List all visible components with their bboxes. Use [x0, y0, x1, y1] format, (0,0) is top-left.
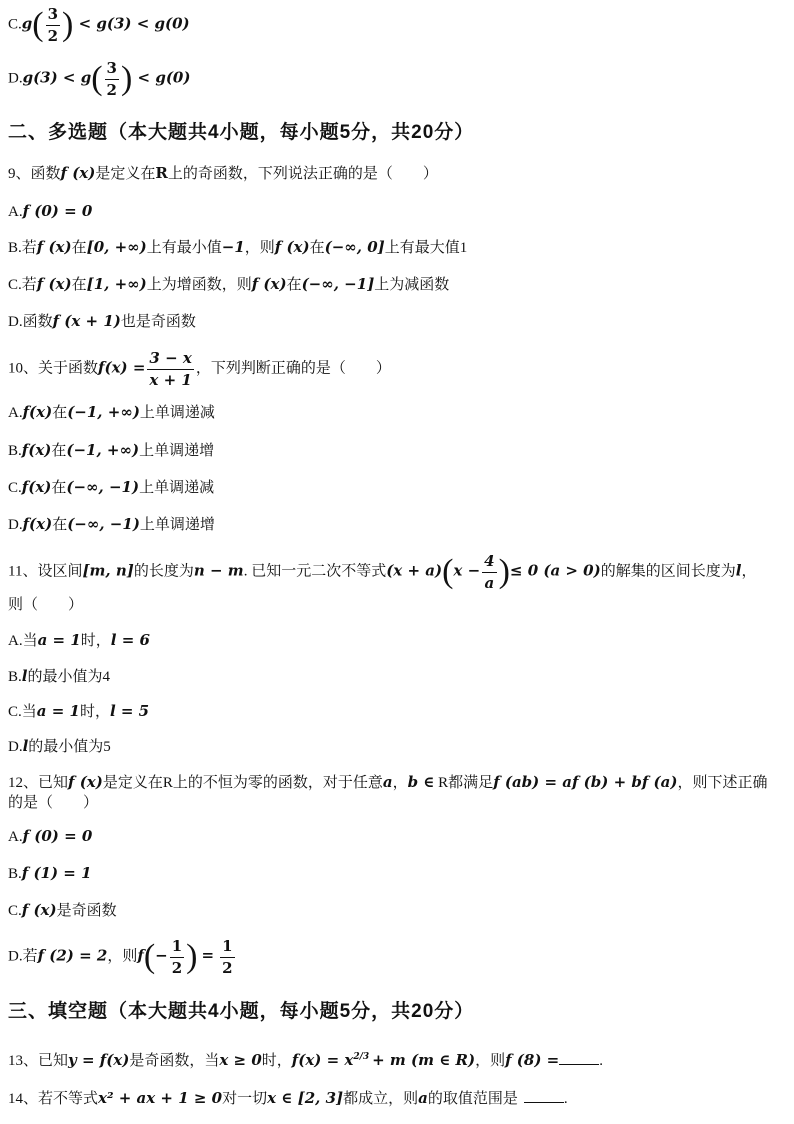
q8-option-c: [8, 6, 190, 44]
math: x ∈ [2, 3]: [267, 1089, 344, 1107]
q10-option-a: [8, 405, 215, 421]
math: f (0) = 0: [22, 827, 93, 845]
text: 时，: [80, 633, 111, 649]
paren-left: (: [32, 6, 44, 43]
math: f (x): [36, 275, 72, 293]
math: n − m: [193, 561, 244, 580]
math: R: [155, 164, 168, 182]
text: 是奇函数，当: [129, 1053, 220, 1069]
math: [1, +∞): [86, 275, 147, 293]
text: 在: [71, 240, 87, 256]
paren-right: ): [186, 938, 198, 975]
paren-right: ): [498, 553, 510, 590]
text: 的长度为: [133, 563, 194, 580]
q10-option-d: [8, 517, 215, 533]
fraction: [46, 6, 60, 44]
fraction-numerator: 3 − x: [147, 350, 193, 370]
fraction: [105, 60, 119, 98]
text: 10、关于函数: [8, 360, 99, 377]
text: 上为减函数: [374, 277, 450, 293]
fraction: [482, 553, 496, 591]
math: f (x): [36, 238, 72, 256]
math-expression: < g(0): [132, 68, 191, 87]
q12-stem: [8, 775, 767, 791]
q10-option-c: [8, 480, 214, 496]
exponent: 2/3: [353, 1052, 370, 1062]
math: f(x): [21, 441, 52, 459]
option-label: D.函数: [8, 314, 53, 330]
math: f (x): [251, 275, 287, 293]
math: (x + a): [386, 561, 443, 580]
text: 13、已知: [8, 1053, 69, 1069]
q9-stem: [8, 166, 438, 182]
text: 在: [71, 277, 87, 293]
answer-blank[interactable]: [559, 1050, 599, 1065]
text: 上有最小值: [146, 240, 222, 256]
math: (−∞, −1]: [301, 275, 375, 293]
text: ，则: [475, 1053, 506, 1069]
math: f (x): [274, 238, 310, 256]
math: f(x): [22, 403, 53, 421]
text: 12、已知: [8, 775, 69, 791]
text: ，则: [244, 240, 275, 256]
option-label: C.当: [8, 704, 37, 720]
math: x ≥ 0: [219, 1051, 262, 1069]
text: 在: [52, 517, 68, 533]
math: a = 1: [37, 631, 81, 649]
fraction-denominator: a: [484, 573, 495, 592]
fraction-numerator: 1: [170, 938, 184, 958]
fraction-denominator: 2: [222, 958, 233, 977]
section-title-fill-in: 三、填空题（本大题共4小题，每小题5分，共20分）: [8, 1001, 475, 1022]
text: ，: [741, 563, 757, 580]
math: f(x): [21, 478, 52, 496]
text: ，: [392, 775, 408, 791]
paren-left: (: [442, 553, 454, 590]
option-label: B.: [8, 866, 22, 882]
fraction: [220, 938, 234, 976]
text: ，下列判断正确的是（ ）: [195, 360, 391, 377]
q12-option-c: [8, 903, 117, 919]
text: 的最小值为4: [27, 669, 110, 685]
option-label: D.若: [8, 948, 38, 965]
q11-stem-line2: 则（ ）: [8, 597, 84, 613]
text: 9、函数: [8, 166, 61, 182]
math: a: [418, 1089, 428, 1107]
text: .: [563, 1091, 568, 1107]
option-label: C.: [8, 480, 22, 496]
text: 上的奇函数，下列说法正确的是（ ）: [167, 166, 438, 182]
paren-left: (: [143, 938, 156, 975]
math: + m (m ∈ R): [372, 1051, 476, 1069]
math: y = f(x): [68, 1051, 130, 1069]
fraction-denominator: 2: [47, 26, 59, 45]
math: (−∞, −1): [67, 515, 140, 533]
text: 上单调递减: [139, 480, 215, 496]
fraction-numerator: 4: [482, 553, 496, 573]
q11-option-a: [8, 633, 150, 649]
answer-blank[interactable]: [524, 1088, 564, 1103]
q14-stem: [8, 1088, 568, 1107]
math: l: [735, 561, 742, 580]
math: [m, n]: [82, 561, 134, 580]
option-label: D.: [8, 70, 23, 87]
text: . 已知一元二次不等式: [243, 563, 387, 580]
fraction-numerator: 1: [220, 938, 234, 958]
math-expression: < g(3) < g(0): [73, 14, 190, 33]
text: 都成立，则: [343, 1091, 419, 1107]
math: f (ab) = af (b) + bf (a): [493, 773, 678, 791]
option-label: C.: [8, 903, 22, 919]
option-label: A.: [8, 829, 23, 845]
text: 在: [286, 277, 302, 293]
math: (−1, +∞): [67, 403, 140, 421]
math: [0, +∞): [86, 238, 147, 256]
math: x² + ax + 1 ≥ 0: [98, 1089, 223, 1107]
text: 是定义在: [95, 166, 156, 182]
option-label: B.若: [8, 240, 37, 256]
math: f(x) = x: [291, 1051, 354, 1069]
text: 上单调递增: [139, 443, 215, 459]
q11-option-c: [8, 704, 149, 720]
math: =: [201, 946, 215, 965]
q12-option-b: [8, 866, 92, 882]
fraction-denominator: x + 1: [149, 370, 192, 389]
option-label: D.: [8, 517, 23, 533]
text: 上有最大值1: [384, 240, 468, 256]
math: f (0) = 0: [22, 202, 93, 220]
math: −: [155, 946, 168, 965]
math: b ∈: [407, 773, 435, 791]
option-label: A.当: [8, 633, 38, 649]
text: 是定义在R上的不恒为零的函数，对于任意: [102, 775, 383, 791]
option-label: C.: [8, 16, 22, 33]
math: a: [382, 773, 393, 791]
text: 的最小值为5: [28, 739, 111, 755]
math-expression: g(3) < g: [22, 68, 92, 87]
math: −1: [221, 238, 245, 256]
option-label: B.: [8, 669, 22, 685]
q8-option-d: [8, 60, 190, 98]
math: f (2) = 2: [37, 946, 108, 965]
option-label: A.: [8, 405, 23, 421]
paren-left: (: [91, 60, 103, 97]
section-title-multiple-choice: 二、多选题（本大题共4小题，每小题5分，共20分）: [8, 122, 475, 143]
text: 的解集的区间长度为: [600, 563, 736, 580]
text: 也是奇函数: [120, 314, 196, 330]
q9-option-d: [8, 314, 196, 330]
q12-stem-line2: 的是（ ）: [8, 795, 99, 811]
option-label: A.: [8, 204, 23, 220]
math: f (x): [68, 773, 103, 791]
fraction-denominator: 2: [171, 958, 183, 977]
math: f (x + 1): [52, 312, 121, 330]
fraction: [170, 938, 184, 976]
option-label: C.若: [8, 277, 37, 293]
paren-right: ): [62, 6, 74, 43]
text: R都满足: [434, 775, 494, 791]
math: l = 6: [110, 631, 150, 649]
text: 在: [51, 443, 67, 459]
text: 的取值范围是: [427, 1091, 518, 1107]
paren-right: ): [120, 60, 133, 97]
text: 对一切: [222, 1091, 268, 1107]
q9-option-c: [8, 277, 449, 293]
q13-stem: [8, 1050, 603, 1069]
math: l: [21, 667, 28, 685]
math: f: [137, 946, 144, 965]
text: ，则下述正确: [677, 775, 768, 791]
text: 在: [309, 240, 325, 256]
q10-stem: [8, 350, 391, 388]
q12-option-d: [8, 938, 237, 976]
q11-stem: [8, 553, 756, 591]
text: .: [599, 1053, 603, 1069]
math: ≤ 0 (a > 0): [509, 561, 601, 580]
q11-option-d: [8, 739, 111, 755]
text: 是奇函数: [56, 903, 117, 919]
text: 上单调递增: [139, 517, 215, 533]
option-label: D.: [8, 739, 23, 755]
text: 在: [51, 480, 67, 496]
math: f(x) =: [98, 358, 146, 377]
text: 14、若不等式: [8, 1091, 99, 1107]
text: 上为增函数，则: [146, 277, 252, 293]
text: 11、设区间: [8, 563, 83, 580]
math: f (8) =: [505, 1051, 560, 1069]
math: l = 5: [109, 702, 150, 720]
math: f (x): [21, 901, 57, 919]
text: ，则: [107, 948, 138, 965]
math-g: g: [21, 14, 33, 33]
math: (−∞, −1): [66, 478, 140, 496]
q9-option-b: [8, 240, 467, 256]
q9-option-a: [8, 204, 92, 220]
text: 在: [52, 405, 68, 421]
q11-option-b: [8, 669, 110, 685]
option-label: B.: [8, 443, 22, 459]
text: 时，: [79, 704, 110, 720]
text: 时，: [261, 1053, 292, 1069]
math: f (x): [60, 164, 96, 182]
fraction: [147, 350, 193, 388]
text: 上单调递减: [139, 405, 215, 421]
math: f(x): [22, 515, 53, 533]
fraction-numerator: 3: [46, 6, 60, 26]
math: f (1) = 1: [21, 864, 92, 882]
math: (−1, +∞): [66, 441, 140, 459]
math: a = 1: [36, 702, 80, 720]
math: x −: [453, 561, 481, 580]
math: l: [22, 737, 29, 755]
q12-option-a: [8, 829, 92, 845]
math: (−∞, 0]: [324, 238, 385, 256]
fraction-denominator: 2: [106, 80, 117, 99]
q10-option-b: [8, 443, 214, 459]
fraction-numerator: 3: [105, 60, 119, 80]
